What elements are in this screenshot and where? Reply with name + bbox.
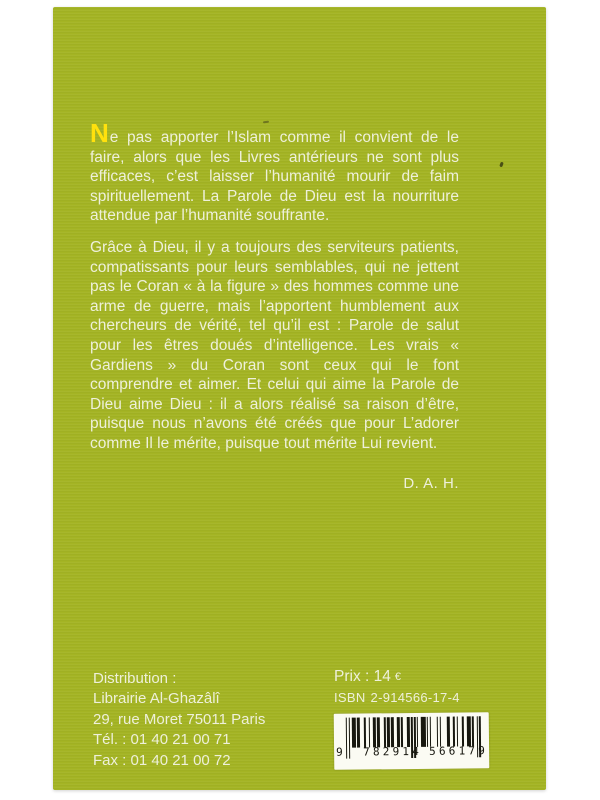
price-value: 14 (373, 668, 391, 685)
book-back-cover (53, 7, 546, 790)
price-label: Prix : (334, 668, 370, 685)
ean13-barcode (334, 712, 490, 770)
dropcap-initial: N (90, 118, 109, 148)
scan-speck (499, 162, 504, 168)
currency-symbol: € (394, 671, 401, 683)
distribution-title: Distribution : (93, 670, 177, 687)
distribution-block (93, 669, 265, 771)
isbn-value: 2-914566-17-4 (370, 690, 460, 705)
blurb-paragraph-2: Grâce à Dieu, il y a toujours des serviteurs patients, compatissants pour leurs semblables, qui ne jettent pas le Coran « à la figure » des hommes comme une arme de guerre, mais l’apportent humblement aux chercheurs de vérité, tel qu’il est : Parole de salut pour les êtres doués d’intelligence. Les vrais « Gardiens » du Coran sont ceux qui le font comprendre et aimer. Et celui qui aime la Parole de Dieu aime Dieu : il a alors réalisé sa raison d’être, puisque nous n’avons été créés que pour L’adorer comme Il le mérite, puisque tout mérite Lui revient. (90, 238, 459, 452)
author-initials: D. A. H. (403, 474, 459, 492)
barcode-digit-first: 9 (336, 745, 343, 759)
distribution-line: Fax : 01 40 21 00 72 (93, 751, 231, 769)
isbn-line (334, 690, 489, 706)
price-line (334, 668, 489, 687)
barcode-digits-left: 782914 (363, 744, 423, 759)
distribution-line: 29, rue Moret 75011 Paris (93, 710, 266, 728)
blurb-paragraph-1-text: e pas apporter l’Islam comme il convient de le faire, alors que les Livres antérieurs ne sont plus efficaces, c’est laisser l’humanité mourir de faim spirituellement. La Parole de Dieu est la nourriture attendue par l’humanité souffrante. (90, 129, 459, 225)
distribution-line: Tél. : 01 40 21 00 71 (93, 731, 231, 749)
barcode-digits-right: 566179 (429, 744, 489, 758)
purchase-info-block (334, 668, 489, 769)
blurb-paragraph-1 (90, 118, 459, 226)
isbn-label: ISBN (334, 690, 366, 705)
back-cover-blurb (90, 118, 459, 493)
distribution-line: Librairie Al-Ghazâlî (93, 690, 220, 708)
